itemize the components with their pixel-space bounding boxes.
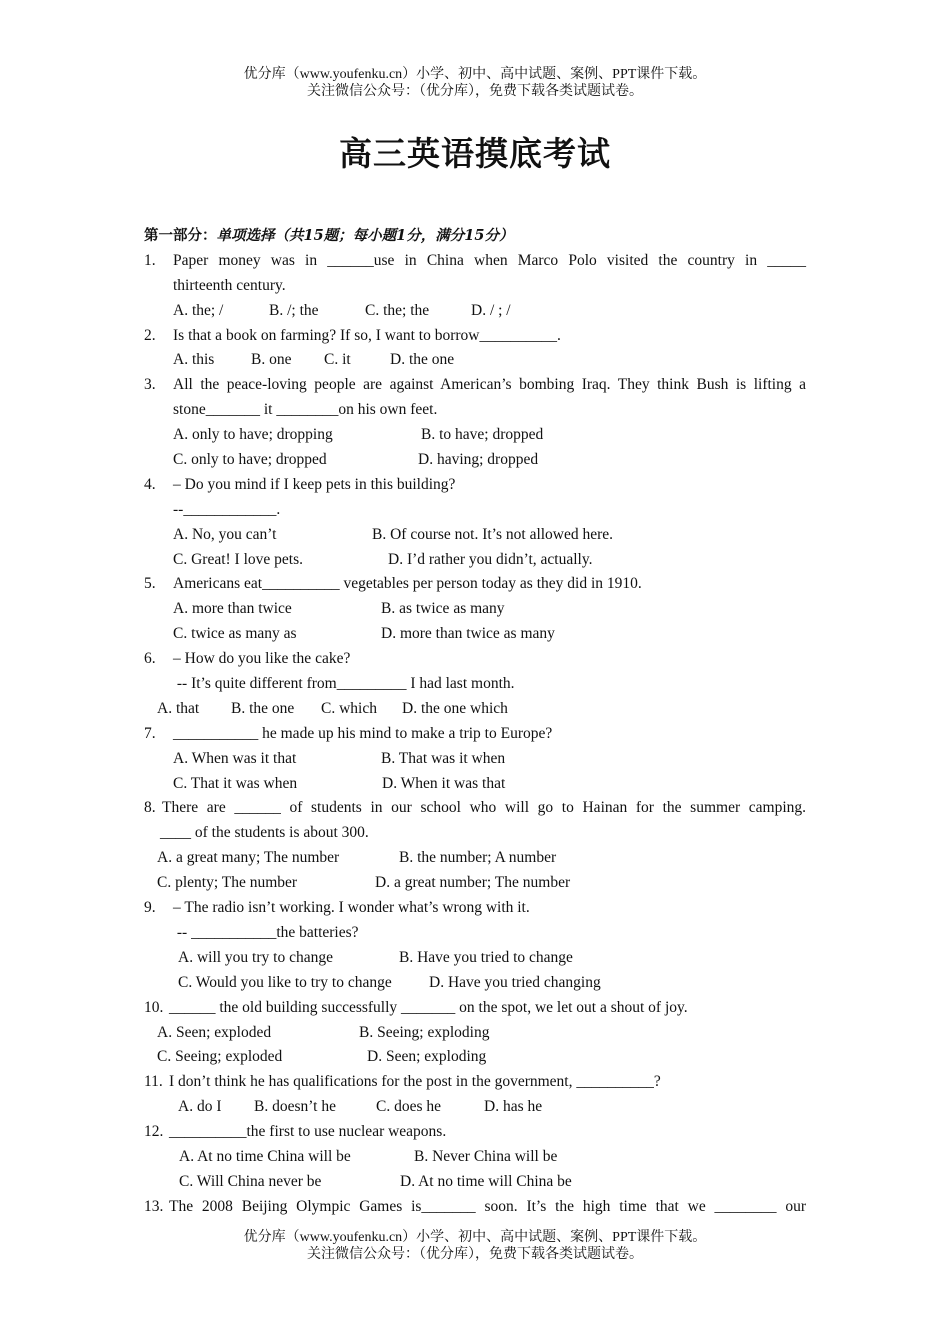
footer-line-2: 关注微信公众号：（优分库），免费下载各类试题试卷。 [307,1247,643,1262]
option-a[interactable]: A. this [173,351,215,369]
page-footer [0,1229,950,1263]
option-c[interactable]: C. Would you like to try to change [178,973,392,991]
option-a[interactable]: A. No, you can’t [173,525,277,543]
question-number: 5. [144,575,156,593]
option-d[interactable]: D. the one which [402,699,508,717]
question-text: ___________ he made up his mind to make a trip to Europe? [173,724,553,742]
section-heading [144,224,806,249]
question-line [144,996,806,1021]
option-c[interactable]: C. twice as many as [173,625,297,643]
option-row [144,548,806,573]
option-d[interactable]: D. Seen; exploding [367,1048,487,1066]
option-c[interactable]: C. it [324,351,351,369]
option-row [144,1021,806,1046]
option-b[interactable]: B. Seeing; exploding [359,1023,490,1041]
question-text: – How do you like the cake? [173,650,351,668]
question-text: Is that a book on farming? If so, I want to borrow__________. [173,326,561,344]
option-row [144,348,806,373]
question-line [144,1120,806,1145]
question-number: 12. [144,1123,164,1141]
page-title: 高三英语摸底考试 [339,134,611,173]
option-row [144,971,806,996]
option-d[interactable]: D. At no time will China be [400,1172,572,1190]
section-label: 第一部分： [144,227,217,244]
option-b[interactable]: B. Never China will be [414,1147,558,1165]
question-text: Paper money was in ______use in China when Marco Polo visited the country in _____ [173,251,806,269]
question-text: __________the first to use nuclear weapons. [169,1123,447,1141]
exam-body [144,224,806,1220]
question-number: 9. [144,899,156,917]
question-text: There are ______ of students in our school who will go to Hainan for the summer camping. [162,799,806,817]
header-line-2: 关注微信公众号：（优分库），免费下载各类试题试卷。 [307,84,643,99]
question-line [144,274,806,299]
option-c[interactable]: C. the; the [365,301,430,319]
question-number: 2. [144,326,156,344]
option-row [144,846,806,871]
option-row [144,946,806,971]
question-text: – Do you mind if I keep pets in this building? [173,475,456,493]
option-a[interactable]: A. that [157,699,200,717]
question-text: All the peace-loving people are against American’s bombing Iraq. They think Bush is lifting a [173,376,806,394]
question-line [144,647,806,672]
question-line [144,821,806,846]
option-row [144,523,806,548]
option-b[interactable]: B. to have; dropped [421,426,544,444]
option-b[interactable]: B. /; the [269,301,319,319]
question-text: I don’t think he has qualifications for the post in the government, __________? [169,1073,661,1091]
option-a[interactable]: A. When was it that [173,749,297,767]
section-title: 单项选择（共15题；每小题1分，满分15分） [216,227,514,244]
question-line [144,473,806,498]
question-line [144,796,806,821]
option-c[interactable]: C. Will China never be [179,1172,322,1190]
question-line [144,398,806,423]
footer-line-1: 优分库（www.youfenku.cn）小学、初中、高中试题、案例、PPT课件下载。 [243,1230,707,1245]
option-d[interactable]: D. the one [390,351,455,369]
option-c[interactable]: C. plenty; The number [157,874,298,892]
option-d[interactable]: D. / ; / [471,301,511,319]
question-line [144,672,806,697]
option-c[interactable]: C. does he [376,1098,442,1116]
option-c[interactable]: C. only to have; dropped [173,451,327,469]
question-line [144,1070,806,1095]
option-a[interactable]: A. more than twice [173,600,292,618]
option-row [144,1045,806,1070]
question-number: 1. [144,251,156,269]
question-number: 3. [144,376,156,394]
option-b[interactable]: B. Of course not. It’s not allowed here. [372,525,614,543]
option-c[interactable]: C. which [321,699,377,717]
question-line [144,921,806,946]
question-text: --____________. [173,500,281,518]
question-line [144,722,806,747]
option-a[interactable]: A. Seen; exploded [157,1023,272,1041]
option-d[interactable]: D. Have you tried changing [429,973,601,991]
question-text: -- It’s quite different from_________ I had last month. [173,675,515,693]
option-c[interactable]: C. That it was when [173,774,298,792]
option-row [144,597,806,622]
question-number: 8. [144,799,156,817]
option-row [144,871,806,896]
question-text: ______ the old building successfully _______ on the spot, we let out a shout of joy. [169,998,688,1016]
option-row [144,622,806,647]
question-text: thirteenth century. [173,276,286,294]
option-row [144,423,806,448]
option-row [144,1095,806,1120]
option-row [144,1170,806,1195]
question-number: 11. [144,1073,163,1091]
option-d[interactable]: D. I’d rather you didn’t, actually. [388,550,593,568]
question-text: -- ___________the batteries? [173,923,359,941]
option-row [144,772,806,797]
option-d[interactable]: D. having; dropped [418,451,539,469]
question-line [144,896,806,921]
option-d[interactable]: D. has he [484,1098,543,1116]
option-row [144,448,806,473]
question-text: The 2008 Beijing Olympic Games is_______ soon. It’s the high time that we ________ our [169,1197,806,1215]
question-line [144,1195,806,1220]
option-row [144,697,806,722]
question-line [144,498,806,523]
question-line [144,324,806,349]
option-c[interactable]: C. Great! I love pets. [173,550,303,568]
option-a[interactable]: A. a great many; The number [157,849,340,867]
question-number: 6. [144,650,156,668]
option-b[interactable]: B. doesn’t he [254,1098,336,1116]
question-number: 7. [144,724,156,742]
question-number: 13. [144,1197,164,1215]
option-a[interactable]: A. only to have; dropping [173,426,333,444]
option-a[interactable]: A. will you try to change [178,948,333,966]
option-b[interactable]: B. one [251,351,292,369]
question-text: stone_______ it ________on his own feet. [173,401,438,419]
question-line [144,249,806,274]
option-d[interactable]: D. more than twice as many [381,625,555,643]
question-line [144,572,806,597]
question-line [144,373,806,398]
option-row [144,747,806,772]
option-b[interactable]: B. Have you tried to change [399,948,573,966]
option-d[interactable]: D. When it was that [382,774,506,792]
page-header [0,66,950,100]
option-a[interactable]: A. the; / [173,301,224,319]
question-text: – The radio isn’t working. I wonder what’s wrong with it. [173,899,530,917]
option-row [144,299,806,324]
option-c[interactable]: C. Seeing; exploded [157,1048,283,1066]
option-row [144,1145,806,1170]
question-text: Americans eat__________ vegetables per person today as they did in 1910. [173,575,642,593]
option-d[interactable]: D. a great number; The number [375,874,571,892]
option-a[interactable]: A. At no time China will be [179,1147,351,1165]
option-b[interactable]: B. the one [231,699,295,717]
option-b[interactable]: B. as twice as many [381,600,505,618]
option-a[interactable]: A. do I [178,1098,222,1116]
option-b[interactable]: B. the number; A number [399,849,557,867]
option-b[interactable]: B. That was it when [381,749,506,767]
question-number: 10. [144,998,164,1016]
header-line-1: 优分库（www.youfenku.cn）小学、初中、高中试题、案例、PPT课件下载。 [243,67,707,82]
question-text: ____ of the students is about 300. [160,824,369,842]
question-number: 4. [144,475,156,493]
